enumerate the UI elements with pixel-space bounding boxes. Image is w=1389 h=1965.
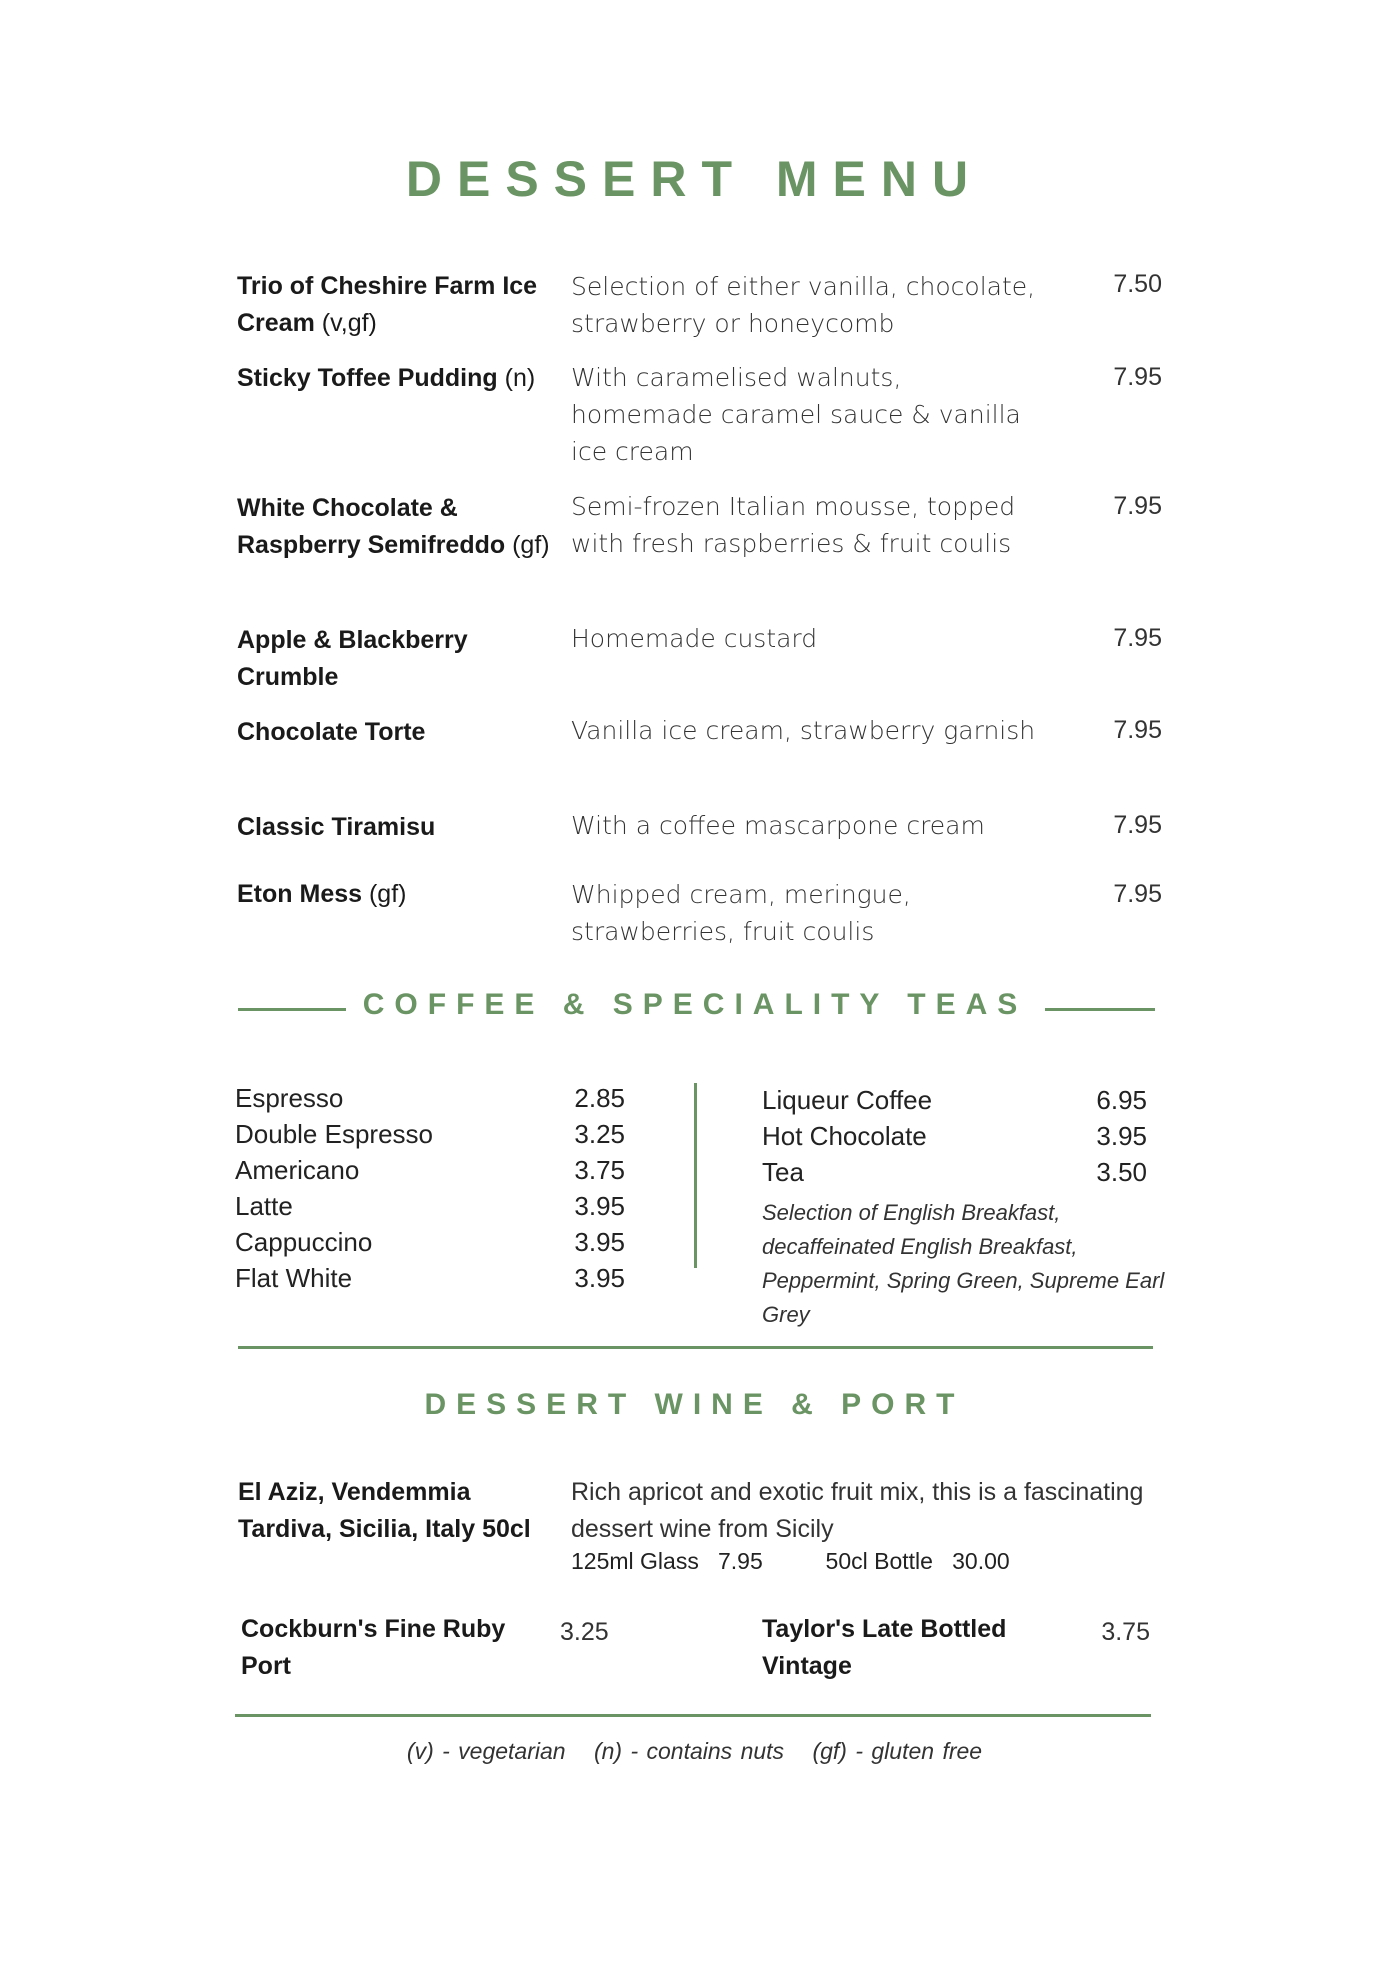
menu-title: DESSERT MENU <box>405 151 984 207</box>
port-name: Cockburn's Fine Ruby Port <box>241 1615 506 1680</box>
dessert-item-desc: Selection of either vanilla, chocolate, strawberry or honeycomb <box>571 272 1036 338</box>
coffee-section-title: COFFEE & SPECIALITY TEAS <box>362 988 1028 1021</box>
dessert-item-desc: Whipped cream, meringue, strawberries, fruit coulis <box>571 880 911 946</box>
coffee-row: Espresso 2.85 <box>235 1083 625 1113</box>
dessert-item-desc: Vanilla ice cream, strawberry garnish <box>571 716 1036 745</box>
dessert-item-name: Sticky Toffee Pudding (n) <box>237 364 536 392</box>
dietary-legend: (v) - vegetarian (n) - contains nuts (gf) - gluten free <box>406 1738 983 1764</box>
coffee-row: Tea 3.50 <box>762 1157 1147 1187</box>
tea-selection-note: Selection of English Breakfast, decaffeinated English Breakfast, Peppermint, Spring Green, Supreme Earl Grey <box>762 1200 1165 1327</box>
port-name: Taylor's Late Bottled Vintage <box>762 1615 1007 1680</box>
coffee-row: Liqueur Coffee 6.95 <box>762 1085 1147 1115</box>
coffee-row: Hot Chocolate 3.95 <box>762 1121 1147 1151</box>
dessert-item-price: 7.95 <box>1113 811 1162 839</box>
dessert-item-price: 7.95 <box>1113 492 1162 520</box>
dessert-item-name: Trio of Cheshire Farm Ice Cream (v,gf) <box>237 272 538 337</box>
dessert-item-price: 7.95 <box>1113 880 1162 908</box>
coffee-row: Americano 3.75 <box>235 1155 625 1185</box>
coffee-column-divider <box>694 1083 697 1268</box>
dessert-item-price: 7.95 <box>1113 363 1162 391</box>
dessert-item-name: White Chocolate & Raspberry Semifreddo (gf) <box>237 494 550 559</box>
coffee-list-left <box>235 1080 625 1296</box>
dessert-item-name: Chocolate Torte <box>237 718 426 746</box>
wine-description: Rich apricot and exotic fruit mix, this is a fascinating dessert wine from Sicily <box>571 1478 1144 1543</box>
coffee-list-right <box>762 1082 1147 1190</box>
dessert-item-price: 7.95 <box>1113 624 1162 652</box>
port-price: 3.75 <box>1101 1618 1150 1646</box>
section-divider <box>238 1346 1153 1349</box>
dessert-item-price: 7.50 <box>1113 270 1162 298</box>
wine-section-title: DESSERT WINE & PORT <box>424 1388 965 1421</box>
port-price: 3.25 <box>560 1618 609 1646</box>
wine-sizes: 125ml Glass 7.95 50cl Bottle 30.00 <box>571 1548 1010 1574</box>
dessert-item-name: Apple & Blackberry Crumble <box>237 626 468 691</box>
dessert-item-desc: With caramelised walnuts, homemade caramel sauce & vanilla ice cream <box>571 363 1021 466</box>
dessert-item-name: Classic Tiramisu <box>237 813 436 841</box>
dessert-item-name: Eton Mess (gf) <box>237 880 407 908</box>
dessert-item-desc: Semi-frozen Italian mousse, topped with fresh raspberries & fruit coulis <box>571 492 1016 558</box>
coffee-row: Cappuccino 3.95 <box>235 1227 625 1257</box>
dessert-item-price: 7.95 <box>1113 716 1162 744</box>
wine-name: El Aziz, Vendemmia Tardiva, Sicilia, Italy 50cl <box>238 1478 531 1543</box>
coffee-row: Latte 3.95 <box>235 1191 625 1221</box>
dessert-item-desc: Homemade custard <box>571 624 818 653</box>
coffee-row: Flat White 3.95 <box>235 1263 625 1293</box>
section-rule-left <box>238 1008 346 1011</box>
coffee-row: Double Espresso 3.25 <box>235 1119 625 1149</box>
section-divider <box>235 1714 1151 1717</box>
dessert-item-desc: With a coffee mascarpone cream <box>571 811 985 840</box>
section-rule-right <box>1045 1008 1155 1011</box>
